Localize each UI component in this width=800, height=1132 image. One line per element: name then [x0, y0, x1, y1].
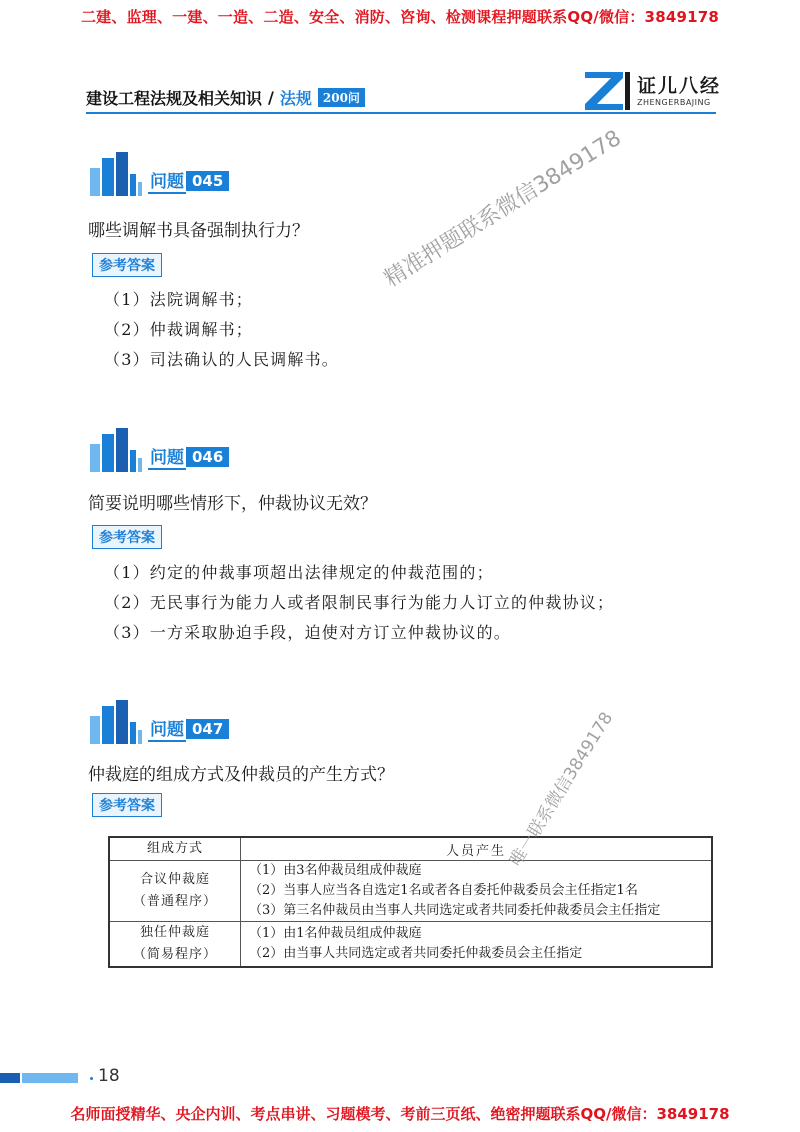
footer-bar-light	[22, 1073, 78, 1083]
question-number: 045	[186, 171, 229, 191]
question-header-047	[88, 698, 229, 744]
question-text: 哪些调解书具备强制执行力？	[88, 221, 309, 241]
answer-tag: 参考答案	[92, 253, 162, 277]
top-banner: 二建、监理、一建、一造、二造、安全、消防、咨询、检测课程押题联系QQ/微信：3849178	[80, 8, 720, 26]
answer-item: （1）法院调解书；	[104, 290, 253, 309]
column-header: 人员产生	[241, 837, 713, 861]
method-cell	[109, 861, 241, 922]
answer-tag: 参考答案	[92, 793, 162, 817]
personnel-item: （2）由当事人共同选定或者共同委托仲裁委员会主任指定	[249, 946, 583, 961]
personnel-item: （1）由3名仲裁员组成仲裁庭	[249, 863, 422, 878]
question-label: 问题	[148, 167, 186, 194]
answer-item: （3）一方采取胁迫手段，迫使对方订立仲裁协议的。	[104, 623, 511, 642]
method-name: 独任仲裁庭	[139, 925, 210, 940]
building-icon	[88, 698, 144, 744]
method-procedure: （普通程序）	[132, 894, 217, 909]
answer-list	[104, 285, 339, 375]
column-header: 组成方式	[109, 837, 241, 861]
question-label: 问题	[148, 715, 186, 742]
method-procedure: （简易程序）	[132, 947, 217, 962]
page-header	[86, 86, 365, 109]
method-name: 合议仲裁庭	[139, 872, 210, 887]
header-slash: /	[268, 88, 274, 107]
table-row	[109, 861, 712, 922]
bottom-banner: 名师面授精华、央企内训、考点串讲、习题模考、考前三页纸、绝密押题联系QQ/微信：3849178	[70, 1105, 730, 1123]
personnel-item: （2）当事人应当各自选定1名或者各自委托仲裁委员会主任指定1名	[249, 883, 638, 898]
building-icon	[88, 150, 144, 196]
answer-item: （2）仲裁调解书；	[104, 320, 253, 339]
question-text: 简要说明哪些情形下，仲裁协议无效？	[88, 494, 377, 514]
answer-tag: 参考答案	[92, 525, 162, 549]
section-title: 法规	[279, 89, 312, 108]
footer-dot	[90, 1077, 93, 1080]
table-row	[109, 922, 712, 968]
personnel-cell	[241, 861, 713, 922]
personnel-item: （1）由1名仲裁员组成仲裁庭	[249, 926, 422, 941]
logo-pinyin: ZHENGERBAJING	[637, 98, 711, 107]
question-header-046	[88, 426, 229, 472]
question-number: 046	[186, 447, 229, 467]
question-number: 047	[186, 719, 229, 739]
personnel-item: （3）第三名仲裁员由当事人共同选定或者共同委托仲裁委员会主任指定	[249, 903, 661, 918]
question-text: 仲裁庭的组成方式及仲裁员的产生方式？	[88, 765, 394, 785]
arbitration-table	[108, 836, 713, 968]
watermark: 唯一联系微信3849178	[506, 708, 618, 870]
method-cell	[109, 922, 241, 968]
header-divider	[86, 112, 716, 114]
building-icon	[88, 426, 144, 472]
section-badge: 200问	[318, 88, 365, 107]
footer-bar-dark	[0, 1073, 20, 1083]
answer-list	[104, 558, 614, 648]
answer-item: （1）约定的仲裁事项超出法律规定的仲裁范围的；	[104, 563, 494, 582]
watermark: 精准押题联系微信3849178	[380, 125, 626, 293]
answer-item: （3）司法确认的人民调解书。	[104, 350, 339, 369]
logo-z-icon	[583, 68, 631, 110]
page-number: 18	[98, 1066, 120, 1086]
question-header-045	[88, 150, 229, 196]
logo-name: 证儿八经	[637, 75, 722, 97]
book-title: 建设工程法规及相关知识	[86, 89, 263, 108]
table-header-row	[109, 837, 712, 861]
question-label: 问题	[148, 443, 186, 470]
footer-bar	[0, 1073, 93, 1083]
personnel-cell	[241, 922, 713, 968]
brand-logo	[583, 68, 721, 110]
answer-item: （2）无民事行为能力人或者限制民事行为能力人订立的仲裁协议；	[104, 593, 615, 612]
